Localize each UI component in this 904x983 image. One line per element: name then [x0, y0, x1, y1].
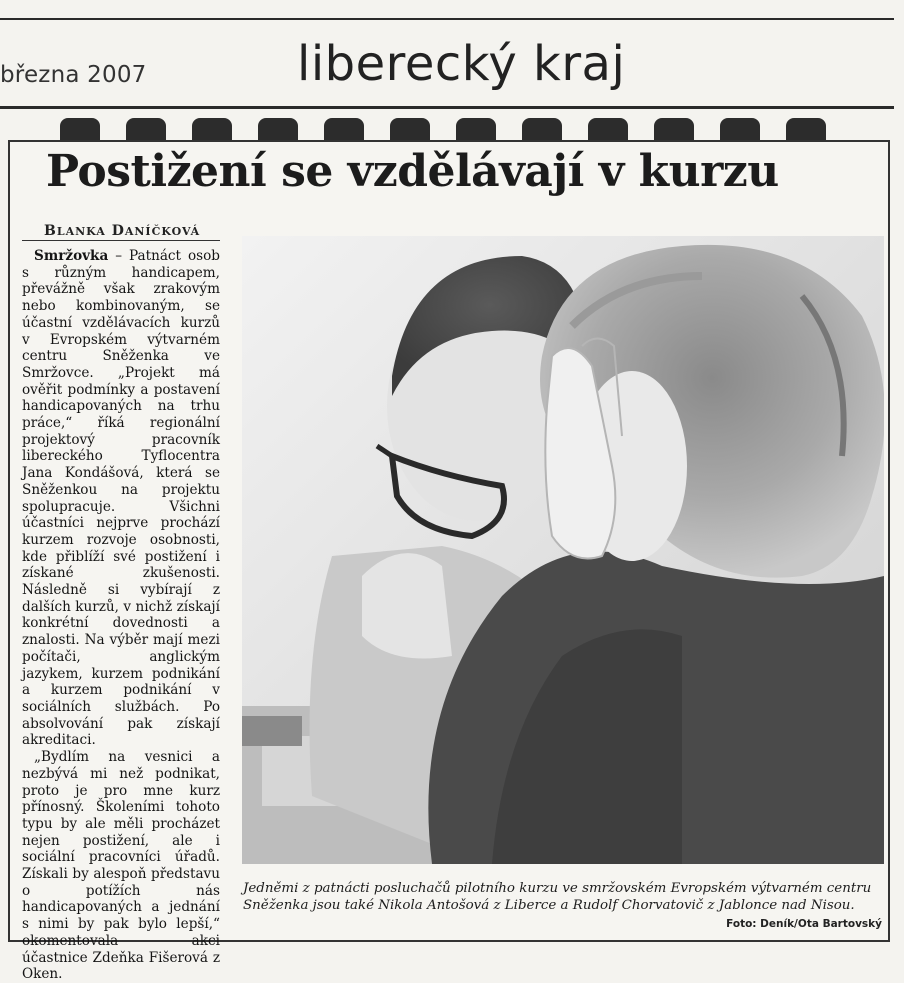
issue-date: března 2007: [0, 62, 147, 88]
bleed-through-artifact: [60, 118, 900, 140]
photo-caption: Jedněmi z patnácti posluchačů pilotního kurzu ve smržovském Evropském výtvarném centru Sněženka jsou také Nikola Antošová z Liberce a Rudolf Chorvatovič z Jablonce nad Nisou.: [243, 881, 872, 913]
byline-rule: [22, 240, 220, 241]
article-byline: BLANKA DANÍČKOVÁ: [44, 223, 201, 239]
article-paragraph: [22, 248, 220, 749]
article-paragraph: [22, 749, 220, 983]
article-headline: Postižení se vzdělávají v kurzu: [46, 146, 779, 197]
article-dateline: Smržovka: [34, 248, 109, 264]
article-body: [22, 248, 220, 983]
article-photo: [242, 236, 884, 864]
header-top-rule: [0, 18, 894, 20]
article-paragraph-text: „Bydlím na vesnici a nezbývá mi než podnikat, proto je pro mne kurz přínosný. Školeními tohoto typu by ale měli procházet nejen postižení, ale i sociální pracovníci úřadů. Získali by alespoň představu o potížích nás handicapovaných a jednání s nimi by pak bylo lepší,“ okomentovala akci účastnice Zdeňka Fišerová z Oken.: [22, 749, 220, 983]
section-title: liberecký kraj: [297, 36, 626, 92]
photo-credit: Foto: Deník/Ota Bartovský: [726, 918, 882, 930]
article-paragraph-text: – Patnáct osob s různým handicapem, převážně však zrakovým nebo kombinovaným, se účastní vzdělávacích kurzů v Evropském výtvarném centru Sněženka ve Smržovce. „Projekt má ověřit podmínky a postavení handicapovaných na trhu práce,“ říká regionální projektový pracovník libereckého Tyflocentra Jana Kondášová, která se Sněženkou na projektu spolupracuje. Všichni účastníci nejprve prochází kurzem rozvoje osobnosti, kde přiblíží své postižení i získané zkušenosti. Následně si vybírají z dalších kurzů, v nichž získají konkrétní dovednosti a znalosti. Na výběr mají mezi počítači, anglickým jazykem, kurzem podnikání a kurzem podnikání v sociálních službách. Po absolvování pak získají akreditaci.: [22, 248, 220, 749]
header-bottom-rule: [0, 106, 894, 109]
